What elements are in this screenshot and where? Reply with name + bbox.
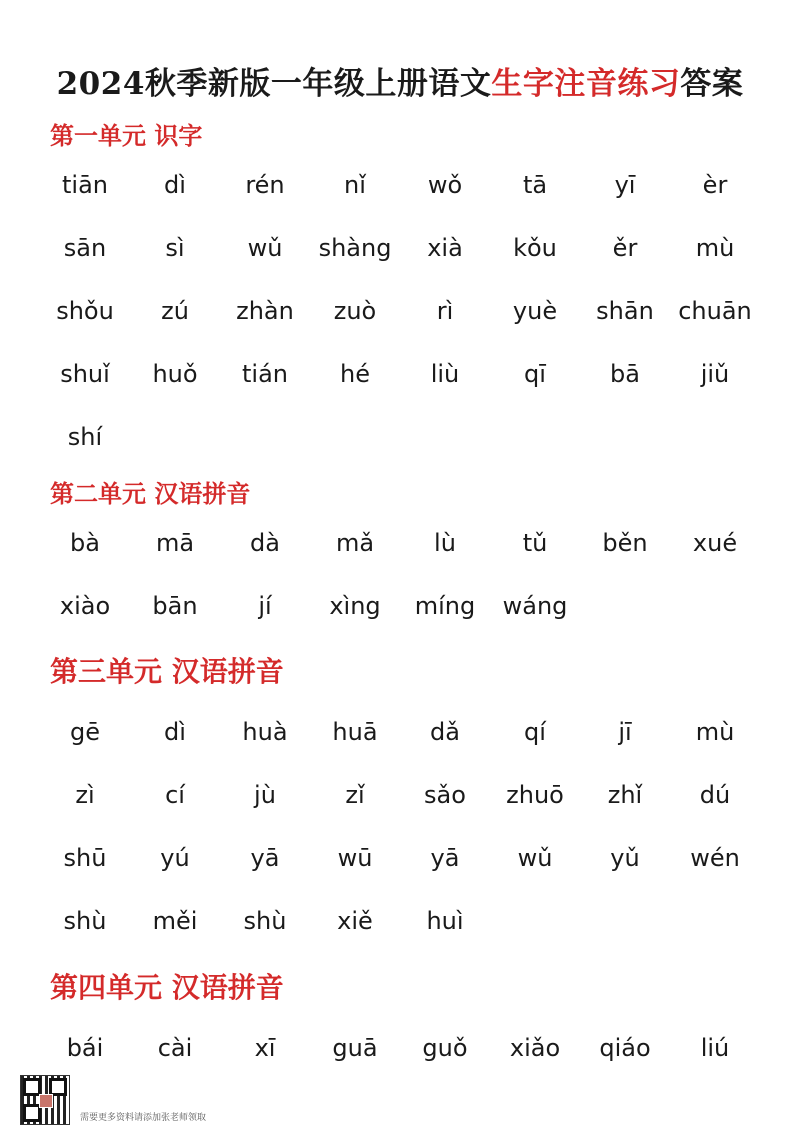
pinyin-item: bái bbox=[66, 1034, 104, 1062]
pinyin-item: shuǐ bbox=[60, 360, 110, 388]
pinyin-item: shàng bbox=[318, 234, 392, 262]
qr-code-icon bbox=[20, 1075, 70, 1125]
title-red: 生字注音练习 bbox=[491, 66, 681, 102]
section-heading-unit-2: 第二单元 汉语拼音 bbox=[50, 479, 251, 508]
pinyin-item: xiě bbox=[337, 907, 373, 935]
pinyin-item: qí bbox=[524, 718, 546, 746]
pinyin-item: zhuō bbox=[506, 781, 564, 809]
pinyin-item: bà bbox=[70, 529, 100, 557]
pinyin-item: wǔ bbox=[517, 844, 553, 872]
pinyin-grid-unit-1 bbox=[40, 166, 760, 481]
footer-text: 需要更多资料请添加张老师领取 bbox=[80, 1113, 207, 1123]
pinyin-item: ěr bbox=[612, 234, 638, 262]
pinyin-item: rén bbox=[245, 171, 285, 199]
pinyin-item: yī bbox=[614, 171, 636, 199]
pinyin-item: tián bbox=[242, 360, 288, 388]
pinyin-item: zǐ bbox=[345, 781, 365, 809]
section-heading-unit-1: 第一单元 识字 bbox=[50, 121, 203, 150]
section-heading-unit-3: 第三单元 汉语拼音 bbox=[50, 655, 284, 688]
pinyin-item: bān bbox=[152, 592, 198, 620]
pinyin-item: wáng bbox=[502, 592, 568, 620]
pinyin-item: sǎo bbox=[424, 781, 466, 809]
pinyin-item: xī bbox=[254, 1034, 276, 1062]
pinyin-item: tǔ bbox=[522, 529, 548, 557]
pinyin-item: yuè bbox=[512, 297, 558, 325]
pinyin-item: mù bbox=[695, 718, 735, 746]
pinyin-item: guǒ bbox=[422, 1034, 468, 1062]
pinyin-item: jù bbox=[254, 781, 276, 809]
pinyin-item: yā bbox=[250, 844, 280, 872]
pinyin-item: jí bbox=[258, 592, 272, 620]
pinyin-item: yǔ bbox=[610, 844, 640, 872]
title-black: 2024秋季新版一年级上册语文 bbox=[56, 66, 492, 102]
pinyin-item: gē bbox=[70, 718, 100, 746]
pinyin-item: dú bbox=[699, 781, 731, 809]
pinyin-item: xìng bbox=[329, 592, 381, 620]
pinyin-item: xiǎo bbox=[509, 1034, 561, 1062]
pinyin-item: huà bbox=[242, 718, 288, 746]
pinyin-item: zú bbox=[161, 297, 189, 325]
pinyin-item: huǒ bbox=[152, 360, 198, 388]
pinyin-item: shān bbox=[596, 297, 654, 325]
pinyin-item: jī bbox=[618, 718, 632, 746]
pinyin-item: mā bbox=[155, 529, 195, 557]
pinyin-item: měi bbox=[152, 907, 198, 935]
pinyin-item: sān bbox=[63, 234, 107, 262]
pinyin-item: huā bbox=[332, 718, 378, 746]
pinyin-item: lù bbox=[434, 529, 456, 557]
title-end: 答案 bbox=[680, 66, 744, 102]
pinyin-item: dǎ bbox=[430, 718, 460, 746]
pinyin-item: dà bbox=[250, 529, 280, 557]
pinyin-item: mǎ bbox=[335, 529, 375, 557]
pinyin-item: huì bbox=[426, 907, 464, 935]
pinyin-item: chuān bbox=[678, 297, 752, 325]
pinyin-item: nǐ bbox=[344, 171, 366, 199]
pinyin-item: shū bbox=[63, 844, 107, 872]
pinyin-item: yā bbox=[430, 844, 460, 872]
pinyin-item: dì bbox=[164, 171, 186, 199]
pinyin-item: wén bbox=[690, 844, 740, 872]
pinyin-item: èr bbox=[702, 171, 728, 199]
pinyin-item: tā bbox=[522, 171, 548, 199]
page-title bbox=[0, 58, 800, 103]
pinyin-item: shù bbox=[63, 907, 107, 935]
footer bbox=[20, 1075, 206, 1125]
pinyin-item: cài bbox=[157, 1034, 193, 1062]
pinyin-item: tiān bbox=[62, 171, 108, 199]
pinyin-item: kǒu bbox=[513, 234, 557, 262]
pinyin-item: mù bbox=[695, 234, 735, 262]
pinyin-item: sì bbox=[165, 234, 185, 262]
pinyin-item: shí bbox=[67, 423, 103, 451]
pinyin-item: shǒu bbox=[56, 297, 114, 325]
pinyin-item: liú bbox=[700, 1034, 730, 1062]
pinyin-item: jiǔ bbox=[700, 360, 730, 388]
pinyin-item: běn bbox=[602, 529, 648, 557]
pinyin-item: guā bbox=[332, 1034, 378, 1062]
pinyin-item: xià bbox=[427, 234, 463, 262]
pinyin-item: qī bbox=[524, 360, 546, 388]
pinyin-item: hé bbox=[340, 360, 370, 388]
pinyin-item: wū bbox=[337, 844, 373, 872]
pinyin-item: qiáo bbox=[599, 1034, 651, 1062]
section-heading-unit-4: 第四单元 汉语拼音 bbox=[50, 971, 284, 1004]
pinyin-item: zhǐ bbox=[607, 781, 643, 809]
pinyin-item: rì bbox=[436, 297, 454, 325]
pinyin-item: zhàn bbox=[236, 297, 294, 325]
pinyin-item: liù bbox=[430, 360, 460, 388]
pinyin-item: wǔ bbox=[247, 234, 283, 262]
pinyin-item: xiào bbox=[59, 592, 111, 620]
pinyin-grid-unit-3 bbox=[40, 713, 760, 965]
pinyin-item: zuò bbox=[333, 297, 377, 325]
pinyin-item: shù bbox=[243, 907, 287, 935]
pinyin-item: wǒ bbox=[427, 171, 463, 199]
pinyin-item: yú bbox=[160, 844, 190, 872]
pinyin-item: zì bbox=[75, 781, 95, 809]
pinyin-item: dì bbox=[164, 718, 186, 746]
pinyin-item: bā bbox=[610, 360, 640, 388]
pinyin-grid-unit-2 bbox=[40, 524, 760, 650]
pinyin-item: cí bbox=[165, 781, 185, 809]
pinyin-item: míng bbox=[414, 592, 476, 620]
pinyin-item: xué bbox=[692, 529, 738, 557]
